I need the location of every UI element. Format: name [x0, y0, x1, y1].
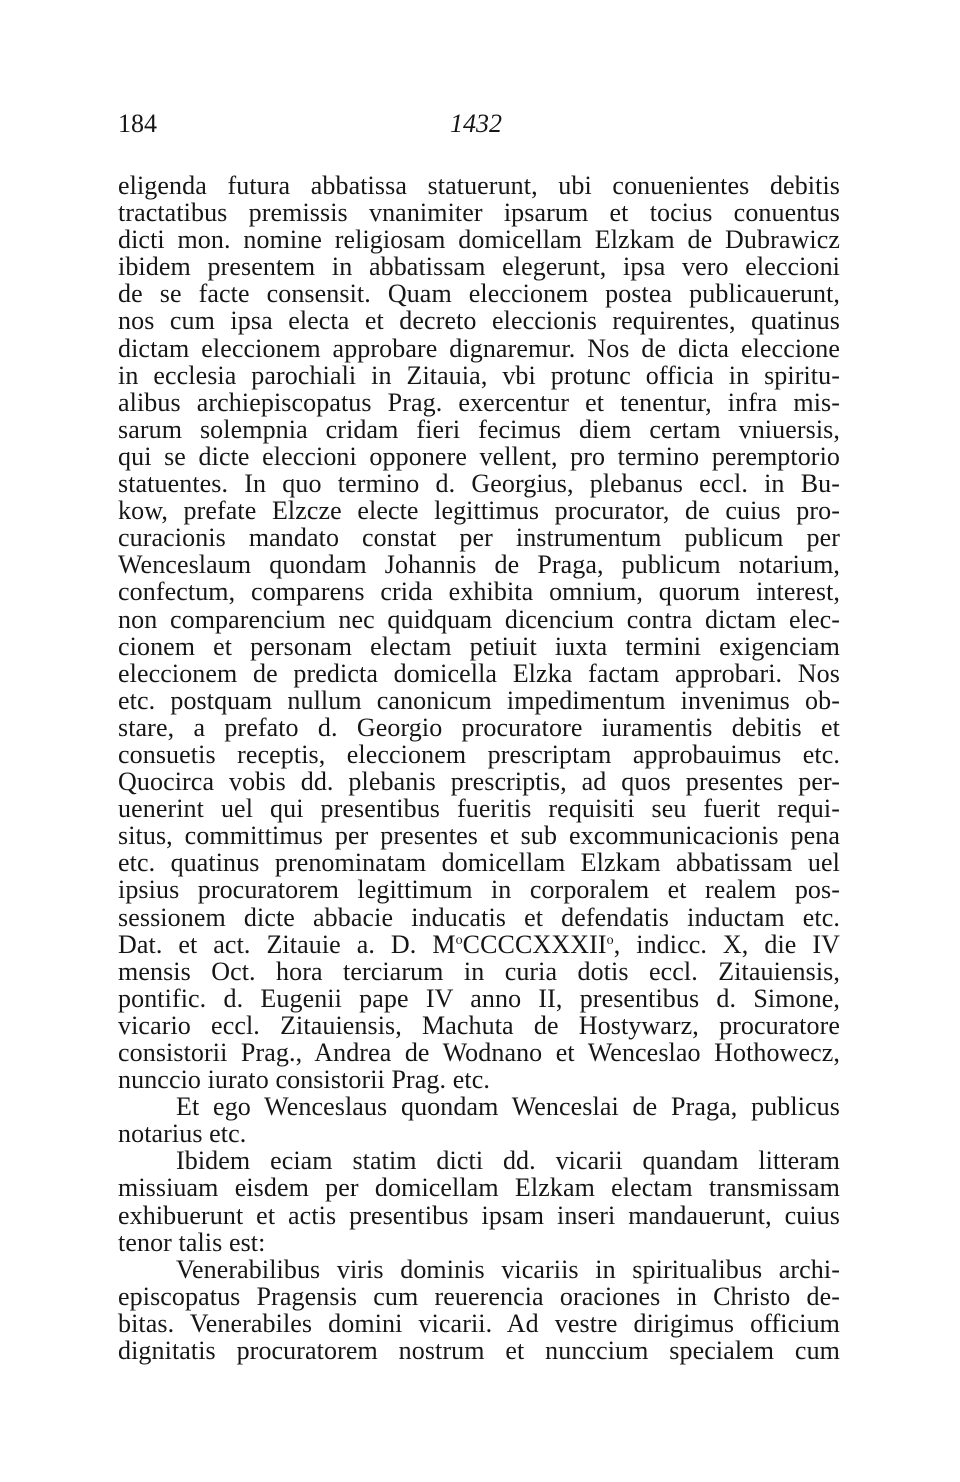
text-line: nunccio iurato consistorii Prag. etc. — [118, 1065, 490, 1095]
text-line: eleccionem de predicta domicella Elzka factam approbari. Nos — [118, 658, 840, 688]
text-line: etc. postquam nullum canonicum impedimentum invenimus ob- — [118, 685, 840, 715]
text-line: sessionem dicte abbacie inducatis et defendatis inductam etc. — [118, 902, 840, 932]
text-line: tractatibus premissis vnanimiter ipsarum et tocius conuentus — [118, 198, 840, 228]
text-line: stare, a prefato d. Georgio procuratore iuramentis debitis et — [118, 712, 840, 742]
date-text-numeral: CCCCXXXII — [462, 929, 607, 959]
text-line: Et ego Wenceslaus quondam Wenceslai de Praga, publicus — [176, 1092, 840, 1122]
date-text-after: , indicc. X, die IV — [613, 929, 840, 959]
text-line: dictam eleccionem approbare dignaremur. Nos de dicta eleccione — [118, 333, 840, 363]
text-line: sarum solempnia cridam fieri fecimus diem certam vniuersis, — [118, 414, 840, 444]
text-line: dignitatis procuratorem nostrum et nunccium specialem cum — [118, 1336, 840, 1366]
text-line: eligenda futura abbatissa statuerunt, ubi conuenientes debitis — [118, 171, 840, 200]
text-line: notarius etc. — [118, 1119, 247, 1149]
text-line: non comparencium nec quidquam dicencium contra dictam elec- — [118, 604, 840, 634]
text-line: de se facte consensit. Quam eleccionem postea publicauerunt, — [118, 279, 840, 309]
text-line: episcopatus Pragensis cum reuerencia oraciones in Christo de- — [118, 1281, 840, 1311]
page-number: 184 — [118, 109, 157, 138]
text-line: etc. quatinus prenominatam domicellam Elzkam abbatissam uel — [118, 848, 840, 878]
text-line: alibus archiepiscopatus Prag. exercentur et tenentur, infra mis- — [118, 387, 840, 417]
text-line: pontific. d. Eugenii pape IV anno II, presentibus d. Simone, — [118, 983, 840, 1013]
text-line: exhibuerunt et actis presentibus ipsam inseri mandauerunt, cuius — [118, 1200, 840, 1230]
text-line: confectum, comparens crida exhibita omnium, quorum interest, — [118, 577, 840, 607]
text-line: tenor talis est: — [118, 1227, 266, 1257]
text-line: mensis Oct. hora terciarum in curia dotis eccl. Zitauiensis, — [118, 956, 840, 986]
text-line: statuentes. In quo termino d. Georgius, plebanus eccl. in Bu- — [118, 469, 840, 499]
text-line: Wenceslaum quondam Johannis de Praga, publicum notarium, — [118, 550, 840, 580]
text-line: ibidem presentem in abbatissam elegerunt, ipsa vero eleccioni — [118, 252, 840, 282]
text-line: ipsius procuratorem legittimum in corporalem et realem pos- — [118, 875, 840, 905]
text-line-date — [118, 931, 840, 958]
body-text — [118, 172, 840, 1364]
text-line: Ibidem eciam statim dicti dd. vicarii quandam litteram — [176, 1146, 840, 1176]
text-line: missiuam eisdem per domicellam Elzkam electam transmissam — [118, 1173, 840, 1203]
text-line: Quocirca vobis dd. plebanis prescriptis, ad quos presentes per- — [118, 767, 840, 797]
text-line: vicario eccl. Zitauiensis, Machuta de Hostywarz, procuratore — [118, 1010, 840, 1040]
text-line: Venerabilibus viris dominis vicariis in spiritualibus archi- — [176, 1254, 840, 1284]
text-line: nos cum ipsa electa et decreto eleccionis requirentes, quatinus — [118, 306, 840, 336]
text-line: dicti mon. nomine religiosam domicellam Elzkam de Dubrawicz — [118, 225, 840, 255]
text-line: consuetis receptis, eleccionem prescriptam approbauimus etc. — [118, 739, 840, 769]
ordinal-superscript: o — [606, 932, 614, 948]
text-line: qui se dicte eleccioni opponere vellent, pro termino peremptorio — [118, 441, 840, 471]
text-line: consistorii Prag., Andrea de Wodnano et Wenceslao Hothowecz, — [118, 1038, 840, 1067]
text-line: uenerint uel qui presentibus fueritis requisiti seu fuerit requi- — [118, 794, 840, 824]
text-line: in ecclesia parochiali in Zitauia, vbi protunc officia in spiritu- — [118, 360, 840, 390]
text-line: kow, prefate Elzcze electe legittimus procurator, de cuius pro- — [118, 496, 840, 526]
text-line: curacionis mandato constat per instrumentum publicum per — [118, 523, 840, 553]
ordinal-superscript: o — [455, 932, 463, 948]
text-line: bitas. Venerabiles domini vicarii. Ad vestre dirigimus officium — [118, 1308, 840, 1338]
date-text-before: Dat. et act. Zitauie a. D. M — [118, 929, 456, 959]
year-header: 1432 — [450, 109, 502, 138]
text-line: cionem et personam electam petiuit iuxta termini exigenciam — [118, 631, 840, 661]
text-line: situs, committimus per presentes et sub excommunicacionis pena — [118, 821, 840, 851]
